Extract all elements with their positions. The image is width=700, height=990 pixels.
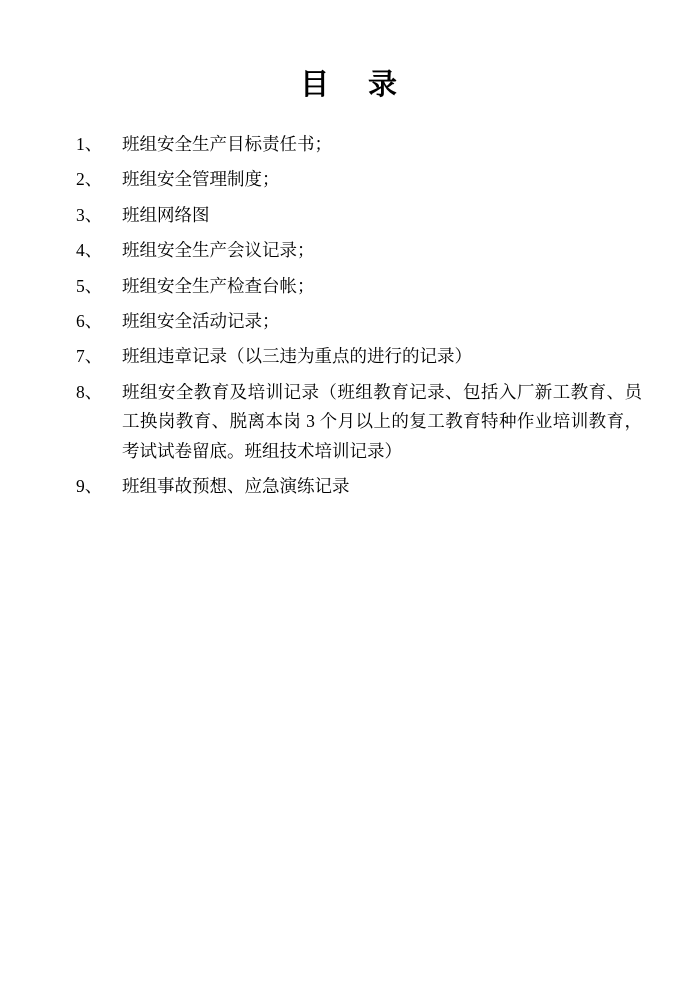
list-item-label: 班组安全教育及培训记录（班组教育记录、包括入厂新工教育、员工换岗教育、脱离本岗 3 个月以上的复工教育特种作业培训教育，考试试卷留底。班组技术培训记录） <box>122 381 642 461</box>
list-item <box>0 375 700 469</box>
list-item-number: 5、 <box>76 275 103 296</box>
list-item-number: 1、 <box>76 134 103 154</box>
list-item-label: 班组安全活动记录； <box>122 310 280 331</box>
list-item-number: 7、 <box>76 346 103 367</box>
page-title <box>0 0 700 103</box>
list-item-number: 8、 <box>76 381 103 402</box>
list-item-label: 班组违章记录（以三违为重点的进行的记录） <box>122 346 472 367</box>
list-item-number: 9、 <box>76 475 103 496</box>
page-title-char-2: 录 <box>368 69 400 101</box>
list-item <box>0 233 700 268</box>
list-item-number: 6、 <box>76 310 103 331</box>
list-item-label: 班组安全生产目标责任书； <box>122 134 332 154</box>
page-title-char-1: 目 <box>300 69 332 101</box>
list-item-label: 班组安全管理制度； <box>122 169 280 190</box>
list-item-label: 班组安全生产会议记录； <box>122 240 315 261</box>
list-item <box>0 339 700 374</box>
list-item <box>0 198 700 233</box>
list-item-label: 班组安全生产检查台帐； <box>122 275 315 296</box>
list-item-label: 班组网络图 <box>122 204 210 225</box>
list-item <box>0 162 700 197</box>
list-item-number: 3、 <box>76 204 103 225</box>
list-item <box>0 127 700 162</box>
list-item-number: 4、 <box>76 240 103 261</box>
list-item <box>0 269 700 304</box>
list-item-number: 2、 <box>76 169 103 190</box>
list-item <box>0 304 700 339</box>
list-item-label: 班组事故预想、应急演练记录 <box>122 475 350 496</box>
table-of-contents <box>0 127 700 504</box>
list-item <box>0 469 700 504</box>
